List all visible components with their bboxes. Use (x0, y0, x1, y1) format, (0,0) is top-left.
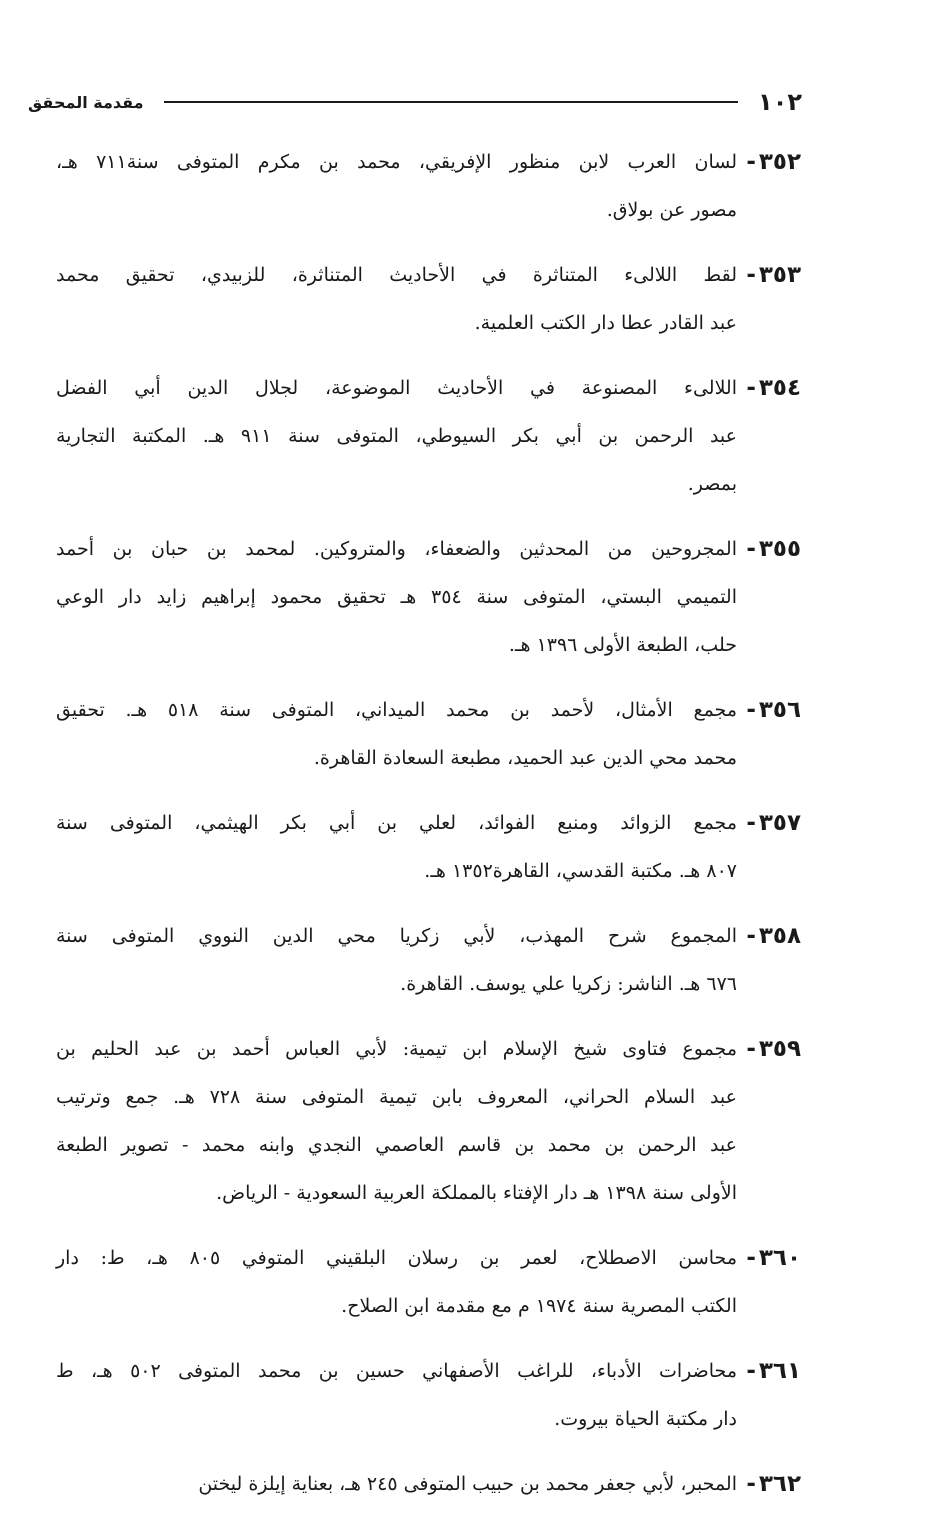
entry-text (56, 138, 737, 234)
bibliography-entry (56, 912, 801, 1008)
entry-line: التميمي البستي، المتوفى سنة ٣٥٤ هـ تحقيق محمود إبراهيم زايد دار الوعي (56, 586, 737, 608)
entry-number (737, 686, 801, 734)
entry-line: ٦٧٦ هـ. الناشر: زكريا علي يوسف. القاهرة. (400, 973, 737, 995)
bibliography-list (56, 138, 801, 1525)
entry-number-text: ٣٥٨ (758, 923, 801, 949)
entry-number-text: ٣٦٠ (758, 1245, 801, 1271)
entry-line: محمد محي الدين عبد الحميد، مطبعة السعادة القاهرة. (313, 747, 737, 769)
bibliography-entry (56, 1025, 801, 1217)
entry-number (737, 138, 801, 186)
entry-line: دار مكتبة الحياة بيروت. (554, 1408, 737, 1430)
entry-number-text: ٣٥٥ (758, 536, 801, 562)
entry-number (737, 799, 801, 847)
entry-dash: - (746, 1245, 756, 1271)
bibliography-entry (56, 1234, 801, 1330)
entry-dash: - (746, 375, 756, 401)
entry-line: الكتب المصرية سنة ١٩٧٤ م مع مقدمة ابن الصلاح. (341, 1295, 737, 1317)
entry-text (56, 1025, 737, 1217)
entry-text (56, 364, 737, 508)
bibliography-entry (56, 1347, 801, 1443)
entry-line: المجموع شرح المهذب، لأبي زكريا محي الدين النووي المتوفى سنة (56, 925, 737, 947)
entry-text (56, 799, 737, 895)
bibliography-entry (56, 251, 801, 347)
entry-number-text: ٣٥٢ (758, 149, 801, 175)
entry-line: عبد الرحمن بن محمد بن قاسم العاصمي النجدي وابنه محمد - تصوير الطبعة (56, 1134, 737, 1156)
entry-line: الأولى سنة ١٣٩٨ هـ دار الإفتاء بالمملكة العربية السعودية - الرياض. (216, 1182, 737, 1204)
entry-text (56, 1234, 737, 1330)
entry-number-text: ٣٥٦ (758, 697, 801, 723)
entry-line: مجموع فتاوى شيخ الإسلام ابن تيمية: لأبي العباس أحمد بن عبد الحليم بن (56, 1038, 737, 1060)
bibliography-entry (56, 1460, 801, 1508)
header-rule (164, 101, 739, 103)
entry-number (737, 251, 801, 299)
entry-dash: - (746, 1358, 756, 1384)
entry-number-text: ٣٥٩ (758, 1036, 801, 1062)
bibliography-entry (56, 138, 801, 234)
entry-line: حلب، الطبعة الأولى ١٣٩٦ هـ. (508, 634, 737, 656)
entry-number (737, 1025, 801, 1073)
entry-dash: - (746, 262, 756, 288)
entry-dash: - (746, 536, 756, 562)
entry-number-text: ٣٦١ (758, 1358, 801, 1384)
page-number: ١٠٢ (758, 88, 802, 116)
entry-text (56, 912, 737, 1008)
entry-line: محاسن الاصطلاح، لعمر بن رسلان البلقيني المتوفي ٨٠٥ هـ، ط: دار (56, 1247, 737, 1269)
entry-text (56, 1347, 737, 1443)
bibliography-entry (56, 799, 801, 895)
page-header (28, 82, 802, 122)
entry-line: المحبر، لأبي جعفر محمد بن حبيب المتوفى ٢٤٥ هـ، بعناية إيلزة ليختن (198, 1473, 737, 1495)
entry-number (737, 1347, 801, 1395)
entry-dash: - (746, 697, 756, 723)
entry-line: عبد القادر عطا دار الكتب العلمية. (474, 312, 737, 334)
entry-line: ٨٠٧ هـ. مكتبة القدسي، القاهرة١٣٥٢ هـ. (424, 860, 737, 882)
entry-number-text: ٣٦٢ (758, 1471, 801, 1497)
entry-dash: - (746, 1471, 756, 1497)
bibliography-entry (56, 525, 801, 669)
entry-number (737, 525, 801, 573)
entry-number (737, 1234, 801, 1282)
entry-line: بمصر. (687, 473, 737, 495)
entry-dash: - (746, 1036, 756, 1062)
entry-line: اللالىء المصنوعة في الأحاديث الموضوعة، لجلال الدين أبي الفضل (56, 377, 737, 399)
bibliography-entry (56, 364, 801, 508)
entry-dash: - (746, 149, 756, 175)
entry-number (737, 1460, 801, 1508)
entry-number (737, 912, 801, 960)
entry-dash: - (746, 923, 756, 949)
entry-line: مجمع الأمثال، لأحمد بن محمد الميداني، المتوفى سنة ٥١٨ هـ. تحقيق (56, 699, 737, 721)
entry-line: عبد السلام الحراني، المعروف بابن تيمية المتوفى سنة ٧٢٨ هـ. جمع وترتيب (56, 1086, 737, 1108)
entry-text (56, 686, 737, 782)
entry-line: عبد الرحمن بن أبي بكر السيوطي، المتوفى سنة ٩١١ هـ. المكتبة التجارية (56, 425, 737, 447)
entry-number-text: ٣٥٤ (758, 375, 801, 401)
entry-dash: - (746, 810, 756, 836)
entry-line: محاضرات الأدباء، للراغب الأصفهاني حسين بن محمد المتوفى ٥٠٢ هـ، ط (56, 1360, 738, 1382)
entry-line: مجمع الزوائد ومنبع الفوائد، لعلي بن أبي بكر الهيثمي، المتوفى سنة (56, 812, 737, 834)
entry-text (56, 251, 737, 347)
entry-line: لسان العرب لابن منظور الإفريقي، محمد بن مكرم المتوفى سنة٧١١ هـ، (56, 151, 737, 173)
running-title: مقدمة المحقق (28, 92, 144, 112)
entry-text (56, 1460, 737, 1508)
entry-line: لقط اللالىء المتناثرة في الأحاديث المتناثرة، للزبيدي، تحقيق محمد (56, 264, 737, 286)
entry-text (56, 525, 737, 669)
entry-line: مصور عن بولاق. (606, 199, 737, 221)
bibliography-entry (56, 686, 801, 782)
entry-line: المجروحين من المحدثين والضعفاء، والمتروكين. لمحمد بن حبان بن أحمد (56, 538, 737, 560)
entry-number-text: ٣٥٧ (758, 810, 801, 836)
entry-number-text: ٣٥٣ (758, 262, 801, 288)
entry-number (737, 364, 801, 412)
